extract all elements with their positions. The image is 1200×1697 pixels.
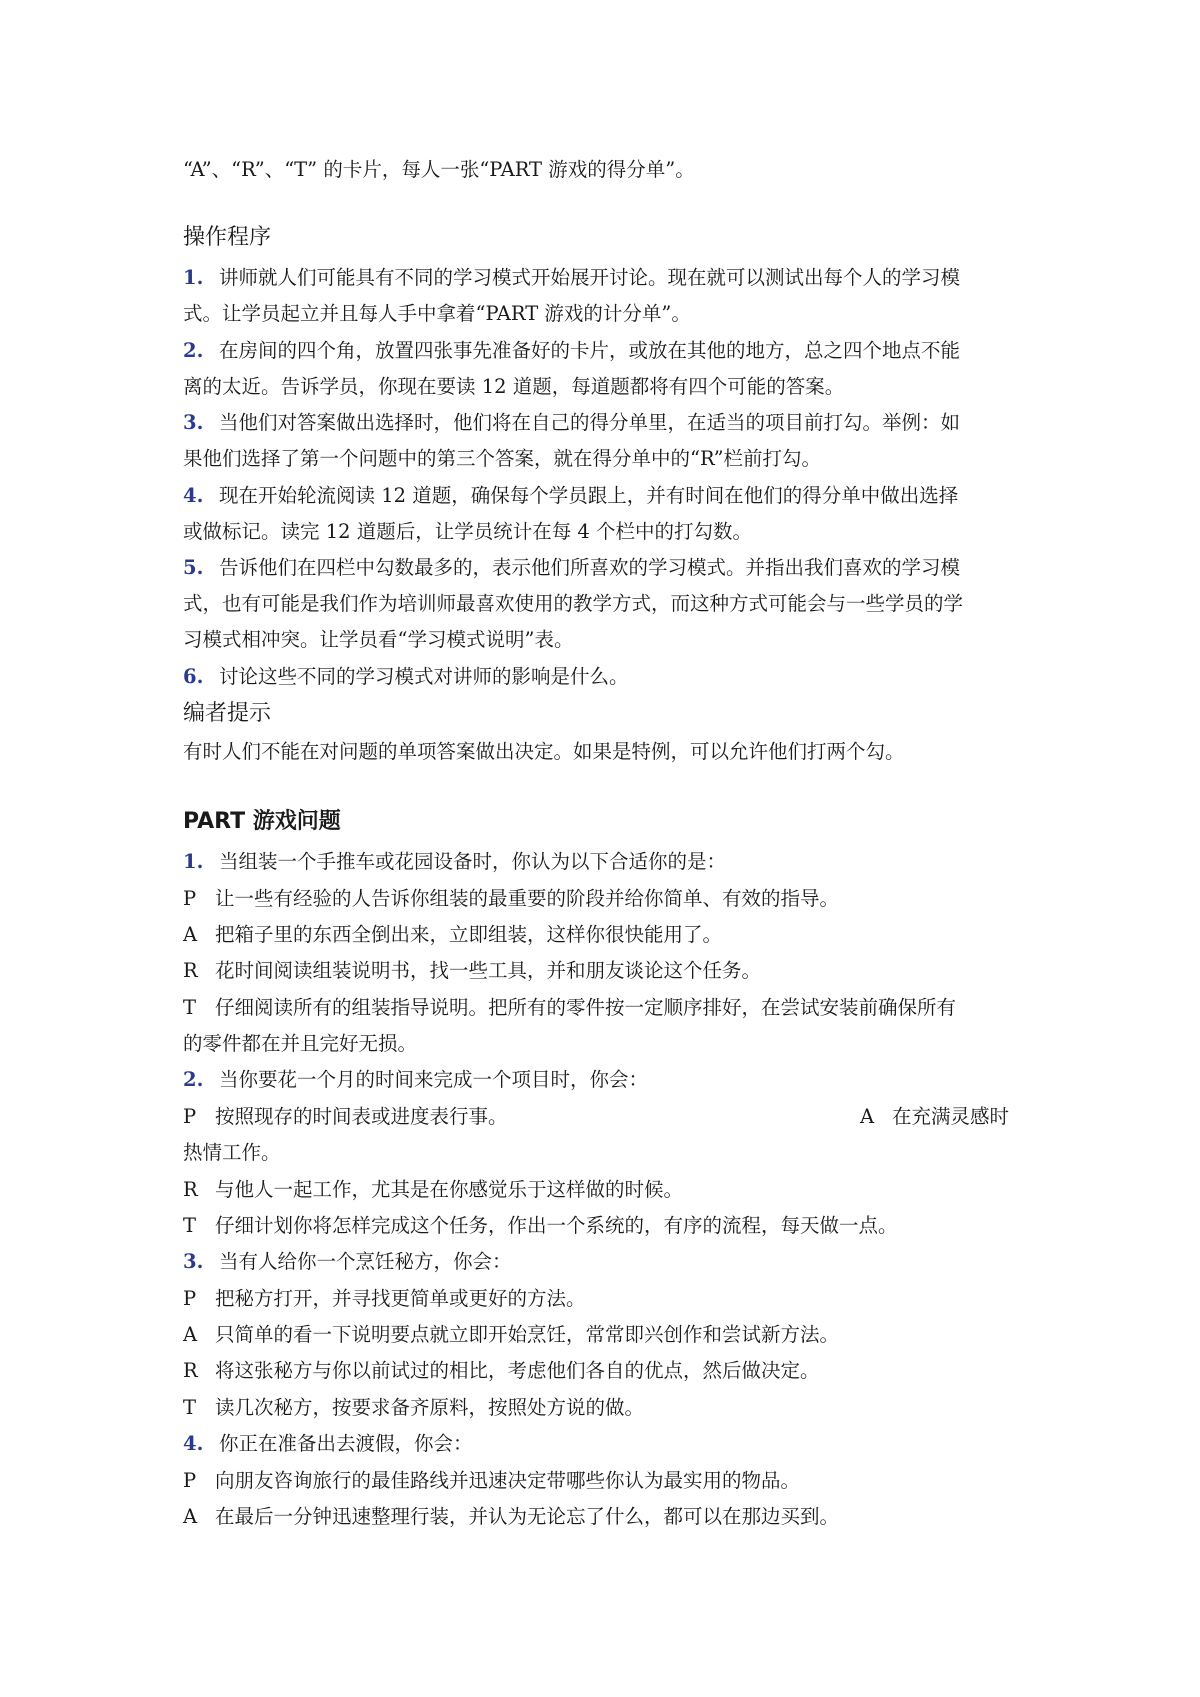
step-number: 3. (183, 411, 204, 434)
option-text: 与他人一起工作，尤其是在你感觉乐于这样做的时候。 (215, 1178, 684, 1201)
question-3 (183, 1250, 512, 1274)
editor-note-heading: 编者提示 (183, 701, 272, 726)
option-text: 按照现存的时间表或进度表行事。 (215, 1105, 508, 1128)
step-text-continued: 或做标记。读完 12 道题后，让学员统计在每 4 个栏中的打勾数。 (183, 520, 753, 543)
option-letter: A (183, 1505, 198, 1528)
option-a (183, 1505, 839, 1529)
step-text: 告诉他们在四栏中勾数最多的，表示他们所喜欢的学习模式。并指出我们喜欢的学习模 (219, 556, 961, 579)
option-letter: R (183, 959, 198, 982)
option-r (183, 1359, 820, 1383)
game-heading: PART 游戏问题 (183, 809, 341, 834)
option-t (183, 1396, 644, 1420)
option-r (183, 959, 761, 983)
question-2 (183, 1068, 648, 1092)
option-text-continued: 热情工作。 (183, 1141, 281, 1164)
step-text: 当他们对答案做出选择时，他们将在自己的得分单里，在适当的项目前打勾。举例：如 (219, 411, 961, 434)
option-letter: A (860, 1105, 875, 1128)
step-text-continued: 习模式相冲突。让学员看“学习模式说明”表。 (183, 628, 574, 651)
step-number: 2. (183, 339, 204, 362)
option-letter: A (183, 1323, 198, 1346)
option-t (183, 1214, 898, 1238)
option-text: 把箱子里的东西全倒出来，立即组装，这样你很快能用了。 (215, 923, 723, 946)
step-number: 4. (183, 484, 204, 507)
step-number: 1. (183, 266, 204, 289)
option-text: 把秘方打开，并寻找更简单或更好的方法。 (215, 1287, 586, 1310)
option-t (183, 996, 956, 1020)
option-text: 仔细阅读所有的组装指导说明。把所有的零件按一定顺序排好，在尝试安装前确保所有 (215, 996, 957, 1019)
question-number: 4. (183, 1432, 204, 1455)
option-text: 在充满灵感时 (892, 1105, 1010, 1128)
procedure-step-6 (183, 665, 629, 689)
procedure-step-5 (183, 556, 960, 580)
question-number: 1. (183, 850, 204, 873)
step-text: 讨论这些不同的学习模式对讲师的影响是什么。 (219, 665, 629, 688)
procedure-heading: 操作程序 (183, 225, 272, 250)
option-letter: T (183, 1396, 197, 1419)
option-text: 向朋友咨询旅行的最佳路线并迅速决定带哪些你认为最实用的物品。 (215, 1469, 801, 1492)
option-text: 让一些有经验的人告诉你组装的最重要的阶段并给你简单、有效的指导。 (215, 887, 840, 910)
step-number: 6. (183, 665, 204, 688)
option-p (183, 1105, 508, 1129)
question-text: 当组装一个手推车或花园设备时，你认为以下合适你的是： (219, 850, 727, 873)
option-text: 在最后一分钟迅速整理行装，并认为无论忘了什么，都可以在那边买到。 (215, 1505, 840, 1528)
option-letter: T (183, 1214, 197, 1237)
option-p (183, 887, 839, 911)
step-text-continued: 式，也有可能是我们作为培训师最喜欢使用的教学方式，而这种方式可能会与一些学员的学 (183, 592, 964, 615)
editor-note-text: 有时人们不能在对问题的单项答案做出决定。如果是特例，可以允许他们打两个勾。 (183, 740, 905, 763)
step-text: 现在开始轮流阅读 12 道题，确保每个学员跟上，并有时间在他们的得分单中做出选择 (219, 484, 959, 507)
option-letter: P (183, 1287, 197, 1310)
question-4 (183, 1432, 473, 1456)
option-text-continued: 的零件都在并且完好无损。 (183, 1032, 418, 1055)
option-a (183, 1323, 839, 1347)
procedure-step-3 (183, 411, 960, 435)
step-number: 5. (183, 556, 204, 579)
option-letter: T (183, 996, 197, 1019)
procedure-step-2 (183, 339, 960, 363)
intro-line: “A”、“R”、“T” 的卡片，每人一张“PART 游戏的得分单”。 (183, 158, 695, 181)
option-text: 将这张秘方与你以前试过的相比，考虑他们各自的优点，然后做决定。 (215, 1359, 820, 1382)
step-text-continued: 离的太近。告诉学员，你现在要读 12 道题，每道题都将有四个可能的答案。 (183, 375, 845, 398)
step-text-continued: 式。让学员起立并且每人手中拿着“PART 游戏的计分单”。 (183, 302, 691, 325)
option-a (183, 923, 722, 947)
step-text-continued: 果他们选择了第一个问题中的第三个答案，就在得分单中的“R”栏前打勾。 (183, 447, 822, 470)
option-p (183, 1287, 586, 1311)
option-r (183, 1178, 683, 1202)
option-letter: R (183, 1359, 198, 1382)
option-letter: P (183, 1105, 197, 1128)
option-p (183, 1469, 800, 1493)
question-1 (183, 850, 726, 874)
option-text: 读几次秘方，按要求备齐原料，按照处方说的做。 (215, 1396, 645, 1419)
option-letter: A (183, 923, 198, 946)
option-letter: P (183, 1469, 197, 1492)
option-text: 仔细计划你将怎样完成这个任务，作出一个系统的，有序的流程，每天做一点。 (215, 1214, 898, 1237)
option-letter: P (183, 887, 197, 910)
procedure-step-4 (183, 484, 958, 508)
question-text: 你正在准备出去渡假，你会： (219, 1432, 473, 1455)
question-number: 2. (183, 1068, 204, 1091)
procedure-step-1 (183, 266, 960, 290)
question-text: 当有人给你一个烹饪秘方，你会： (219, 1250, 512, 1273)
question-number: 3. (183, 1250, 204, 1273)
option-a (860, 1105, 1009, 1129)
step-text: 讲师就人们可能具有不同的学习模式开始展开讨论。现在就可以测试出每个人的学习模 (219, 266, 961, 289)
option-text: 花时间阅读组装说明书，找一些工具，并和朋友谈论这个任务。 (215, 959, 762, 982)
question-text: 当你要花一个月的时间来完成一个项目时，你会： (219, 1068, 649, 1091)
option-text: 只简单的看一下说明要点就立即开始烹饪，常常即兴创作和尝试新方法。 (215, 1323, 840, 1346)
step-text: 在房间的四个角，放置四张事先准备好的卡片，或放在其他的地方，总之四个地点不能 (219, 339, 961, 362)
option-letter: R (183, 1178, 198, 1201)
